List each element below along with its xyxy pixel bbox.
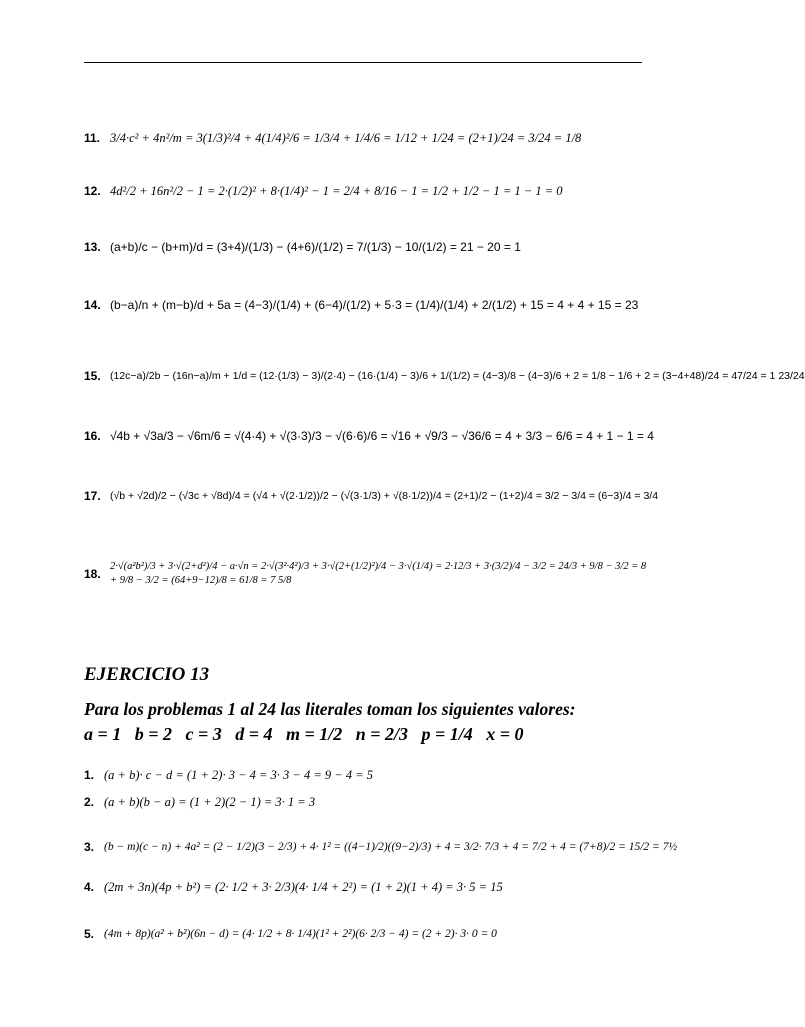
problem-expression: 2·√(a²b²)/3 + 3·√(2+d²)/4 − a·√n = 2·√(3²·4²)/3 + 3·√(2+(1/2)²)/4 − 3·√(1/4) = 2·12/3 + 3·(3/2)/4 − 3/2 = 24/3 + 9/8 − 3/2 = 8 + 9/8 − 3/2 = (64+9−12)/8 = 61/8 = 7 5/8	[110, 561, 647, 586]
problem-expression: (4m + 8p)(a² + b²)(6n − d) = (4· 1/2 + 8· 1/4)(1² + 2²)(6· 2/3 − 4) = (2 + 2)· 3· 0 = 0	[104, 928, 497, 940]
problem-expression: (b−a)/n + (m−b)/d + 5a = (4−3)/(1/4) + (6−4)/(1/2) + 5·3 = (1/4)/(1/4) + 2/(1/2) + 15 = 4 + 4 + 15 = 23	[110, 298, 639, 312]
problem-expression: (2m + 3n)(4p + b²) = (2· 1/2 + 3· 2/3)(4· 1/4 + 2²) = (1 + 2)(1 + 4) = 3· 5 = 15	[104, 880, 503, 894]
problem-number: 1.	[84, 768, 95, 782]
problem-expression: 4d²/2 + 16n²/2 − 1 = 2·(1/2)² + 8·(1/4)² − 1 = 2/4 + 8/16 − 1 = 1/2 + 1/2 − 1 = 1 − 1 = 0	[110, 184, 563, 198]
top-rule	[84, 62, 642, 63]
problem-number: 2.	[84, 795, 95, 809]
problem-number: 13.	[84, 240, 101, 254]
problem-number: 17.	[84, 489, 101, 503]
problem-expression: (a + b)(b − a) = (1 + 2)(2 − 1) = 3· 1 = 3	[104, 795, 316, 809]
problem-expression: √4b + √3a/3 − √6m/6 = √(4·4) + √(3·3)/3 − √(6·6)/6 = √16 + √9/3 − √36/6 = 4 + 3/3 − 6/6 = 4 + 1 − 1 = 4	[110, 429, 654, 443]
problem-expression: (√b + √2d)/2 − (√3c + √8d)/4 = (√4 + √(2·1/2))/2 − (√(3·1/3) + √(8·1/2))/4 = (2+1)/2 − (1+2)/4 = 3/2 − 3/4 = (6−3)/4 = 3/4	[110, 490, 659, 502]
problem-number: 18.	[84, 567, 101, 581]
problem-expression: (12c−a)/2b − (16n−a)/m + 1/d = (12·(1/3) − 3)/(2·4) − (16·(1/4) − 3)/6 + 1/(1/2) = (4−3)/8 − (4−3)/6 + 2 = 1/8 − 1/6 + 2 = (3−4+48)/24 = 47/24 = 1 23/24	[110, 370, 805, 382]
problem-number: 15.	[84, 369, 101, 383]
problem-number: 11.	[84, 131, 101, 145]
problem-number: 12.	[84, 184, 101, 198]
variable-values: a = 1 b = 2 c = 3 d = 4 m = 1/2 n = 2/3 p = 1/4 x = 0	[84, 724, 524, 744]
problem-number: 14.	[84, 298, 101, 312]
problem-expression: 3/4·c² + 4n²/m = 3(1/3)²/4 + 4(1/4)²/6 = 1/3/4 + 1/4/6 = 1/12 + 1/24 = (2+1)/24 = 3/24 = 1/8	[110, 131, 582, 145]
problem-expression: (b − m)(c − n) + 4a² = (2 − 1/2)(3 − 2/3) + 4· 1² = ((4−1)/2)((9−2)/3) + 4 = 3/2· 7/3 + 4 = 7/2 + 4 = (7+8)/2 = 15/2 = 7½	[104, 841, 678, 853]
problem-number: 5.	[84, 927, 95, 941]
problem-number: 16.	[84, 429, 101, 443]
problem-number: 3.	[84, 840, 95, 854]
problem-expression: (a + b)· c − d = (1 + 2)· 3 − 4 = 3· 3 − 4 = 9 − 4 = 5	[104, 768, 374, 782]
problem-expression: (a+b)/c − (b+m)/d = (3+4)/(1/3) − (4+6)/(1/2) = 7/(1/3) − 10/(1/2) = 21 − 20 = 1	[110, 240, 521, 254]
problem-number: 4.	[84, 880, 95, 894]
exercise-heading: EJERCICIO 13	[84, 664, 210, 685]
intro-text: Para los problemas 1 al 24 las literales toman los siguientes valores:	[84, 699, 576, 719]
